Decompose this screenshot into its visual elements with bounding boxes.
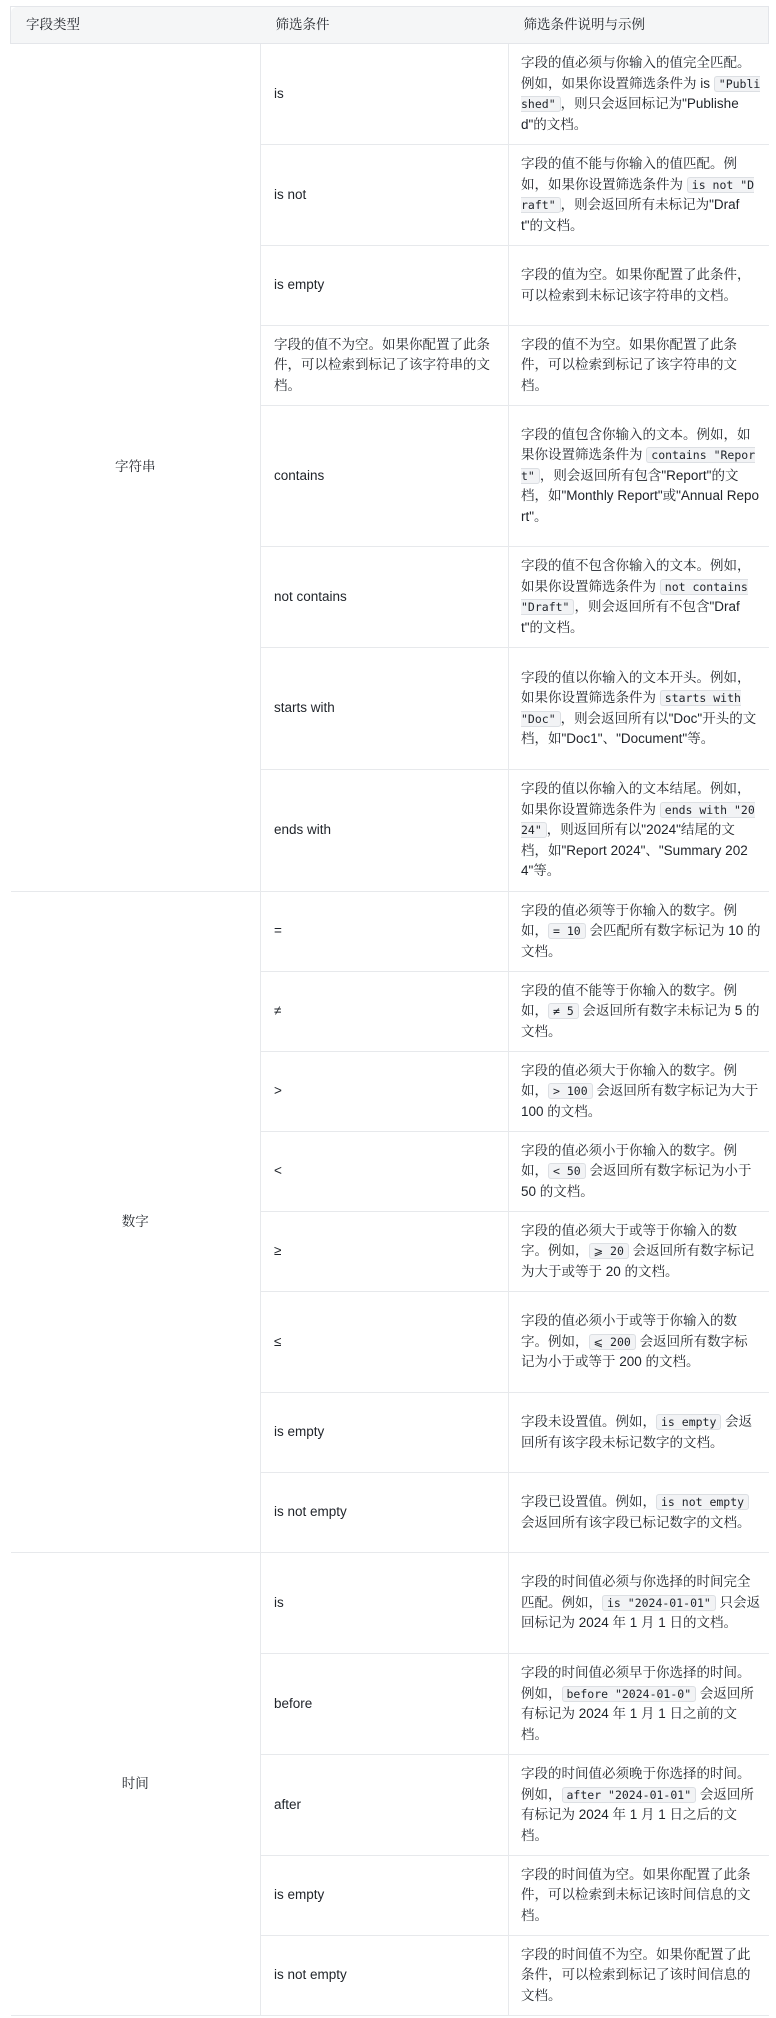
description-text: 字段的时间值必须早于你选择的时间。例如， (521, 1665, 751, 1701)
description-cell (509, 1553, 769, 1654)
description-text: ，则会返回所有不包含"Draft"的文档。 (521, 599, 740, 635)
description-text: ，则会返回所有未标记为"Draft"的文档。 (521, 197, 740, 233)
inline-code: not contains "Draft" (521, 579, 748, 614)
header-filter-condition: 筛选条件 (261, 7, 509, 44)
description-cell (509, 1473, 769, 1553)
filter-condition-cell: is not (261, 145, 509, 246)
description-text: 会返回所有数字标记为大于 100 的文档。 (521, 1083, 759, 1119)
description-text: 会返回所有标记为 2024 年 1 月 1 日之前的文档。 (521, 1685, 754, 1742)
description-cell (509, 892, 769, 972)
description-cell (509, 246, 769, 326)
description-text: 字段的值必须大于你输入的数字。例如， (521, 1062, 737, 1099)
inline-code: contains "Report" (521, 448, 756, 483)
description-cell (509, 648, 769, 770)
filter-condition-cell: ends with (261, 770, 509, 892)
description-text: 会返回所有该字段未标记数字的文档。 (521, 1414, 753, 1450)
description-text: 字段的时间值不为空。如果你配置了此条件，可以检索到标记了该时间信息的文档。 (521, 1946, 751, 2003)
description-text: 字段未设置值。例如， (521, 1414, 656, 1429)
inline-code: = 10 (548, 923, 586, 939)
table-row (11, 892, 769, 972)
description-text: 字段的值不为空。如果你配置了此条件，可以检索到标记了该字符串的文档。 (521, 336, 737, 393)
description-cell (509, 44, 769, 145)
description-text: 字段的值必须与你输入的值完全匹配。例如，如果你设置筛选条件为 is (521, 55, 751, 91)
filter-condition-cell: ≤ (261, 1292, 509, 1393)
description-text: 字段的值为空。如果你配置了此条件，可以检索到未标记该字符串的文档。 (521, 267, 751, 303)
filter-condition-cell: starts with (261, 648, 509, 770)
filter-condition-cell: after (261, 1755, 509, 1856)
filter-condition-cell: is empty (261, 1393, 509, 1473)
filter-condition-cell: contains (261, 406, 509, 547)
table-body (11, 44, 769, 2016)
filter-condition-cell: not contains (261, 547, 509, 648)
field-type-cell: 字符串 (11, 44, 261, 892)
description-cell (509, 1212, 769, 1292)
field-type-cell: 时间 (11, 1553, 261, 2016)
inline-code: ends with "2024" (521, 802, 755, 838)
description-cell (509, 972, 769, 1052)
filter-condition-cell: is empty (261, 1856, 509, 1936)
description-text: 字段已设置值。例如， (521, 1494, 656, 1509)
header-description: 筛选条件说明与示例 (509, 7, 769, 44)
table-row (11, 1553, 769, 1654)
description-text: 字段的值必须等于你输入的数字。例如， (521, 902, 737, 939)
filter-condition-cell: = (261, 892, 509, 972)
description-text: 会返回所有数字未标记为 5 的文档。 (521, 1003, 760, 1039)
description-text: 字段的时间值为空。如果你配置了此条件，可以检索到未标记该时间信息的文档。 (521, 1866, 751, 1923)
description-cell (509, 547, 769, 648)
description-cell (509, 1393, 769, 1473)
description-cell (509, 1292, 769, 1393)
filter-condition-cell: before (261, 1654, 509, 1755)
description-text: 字段的值不包含你输入的文本。例如，如果你设置筛选条件为 (521, 558, 751, 594)
inline-code: ⩽ 200 (589, 1334, 636, 1350)
filter-condition-cell: is empty (261, 246, 509, 326)
inline-code: is "2024-01-01" (602, 1595, 716, 1611)
description-text: 只会返回标记为 2024 年 1 月 1 日的文档。 (521, 1594, 761, 1631)
description-text: 字段的时间值必须晚于你选择的时间。例如， (521, 1766, 751, 1802)
filter-condition-cell: is not empty (261, 1936, 509, 2016)
description-cell (509, 770, 769, 892)
table-header (11, 7, 769, 44)
filter-condition-cell: ≥ (261, 1212, 509, 1292)
description-text: 字段的值必须小于或等于你输入的数字。例如， (521, 1313, 737, 1349)
filter-condition-cell: is not empty (261, 1473, 509, 1553)
description-text: 字段的值以你输入的文本结尾。例如，如果你设置筛选条件为 (521, 781, 751, 817)
description-text: 会返回所有数字标记为大于或等于 20 的文档。 (521, 1243, 755, 1279)
inline-code: after "2024-01-01" (562, 1787, 697, 1803)
filter-condition-cell: 字段的值不为空。如果你配置了此条件，可以检索到标记了该字符串的文档。 (261, 326, 509, 406)
description-text: ，则返回所有以"2024"结尾的文档，如"Report 2024"、"Summary 2024"等。 (521, 822, 748, 879)
inline-code: is not "Draft" (521, 177, 755, 212)
inline-code: > 100 (548, 1083, 593, 1099)
description-text: 字段的值必须小于你输入的数字。例如， (521, 1142, 737, 1179)
description-text: 字段的值以你输入的文本开头。例如，如果你设置筛选条件为 (521, 669, 751, 705)
description-cell (509, 1132, 769, 1212)
description-cell (509, 1856, 769, 1936)
description-text: 会返回所有标记为 2024 年 1 月 1 日之后的文档。 (521, 1786, 754, 1843)
filter-condition-cell: > (261, 1052, 509, 1132)
description-text: ，则会返回所有以"Doc"开头的文档，如"Doc1"、"Document"等。 (521, 710, 757, 746)
description-text: 会返回所有数字标记为小于 50 的文档。 (521, 1163, 752, 1199)
description-text: 会匹配所有数字标记为 10 的文档。 (521, 923, 761, 959)
inline-code: is not empty (656, 1494, 749, 1510)
filter-condition-cell: is (261, 1553, 509, 1654)
description-cell (509, 1052, 769, 1132)
description-cell (509, 406, 769, 547)
description-cell (509, 145, 769, 246)
description-cell (509, 326, 769, 406)
filter-condition-cell: is (261, 44, 509, 145)
description-text: 字段的时间值必须与你选择的时间完全匹配。例如， (521, 1574, 751, 1610)
description-cell (509, 1936, 769, 2016)
inline-code: ≠ 5 (548, 1003, 579, 1019)
inline-code: < 50 (548, 1163, 586, 1179)
inline-code: "Published" (521, 76, 761, 111)
description-text: 字段的值不能与你输入的值匹配。例如，如果你设置筛选条件为 (521, 156, 737, 192)
description-text: 字段的值必须大于或等于你输入的数字。例如， (521, 1222, 737, 1259)
inline-code: is empty (656, 1414, 721, 1430)
description-text: 会返回所有该字段已标记数字的文档。 (521, 1514, 751, 1530)
inline-code: starts with "Doc" (521, 691, 741, 726)
filter-condition-cell: ≠ (261, 972, 509, 1052)
description-cell (509, 1755, 769, 1856)
description-text: 字段的值不能等于你输入的数字。例如， (521, 982, 737, 1019)
table-row (11, 44, 769, 145)
description-cell (509, 1654, 769, 1755)
description-text: ，则会返回所有包含"Report"的文档，如"Monthly Report"或"Annual Report"。 (521, 467, 759, 524)
header-field-type: 字段类型 (11, 7, 261, 44)
header-row (11, 7, 769, 44)
description-text: 字段的值包含你输入的文本。例如，如果你设置筛选条件为 (521, 426, 751, 463)
description-text: ，则只会返回标记为"Published"的文档。 (521, 96, 739, 132)
field-type-cell: 数字 (11, 892, 261, 1553)
inline-code: ⩾ 20 (589, 1243, 629, 1259)
inline-code: before "2024-01-0" (562, 1686, 697, 1702)
filter-conditions-table (10, 6, 769, 2016)
description-text: 会返回所有数字标记为小于或等于 200 的文档。 (521, 1333, 748, 1370)
filter-condition-cell: < (261, 1132, 509, 1212)
